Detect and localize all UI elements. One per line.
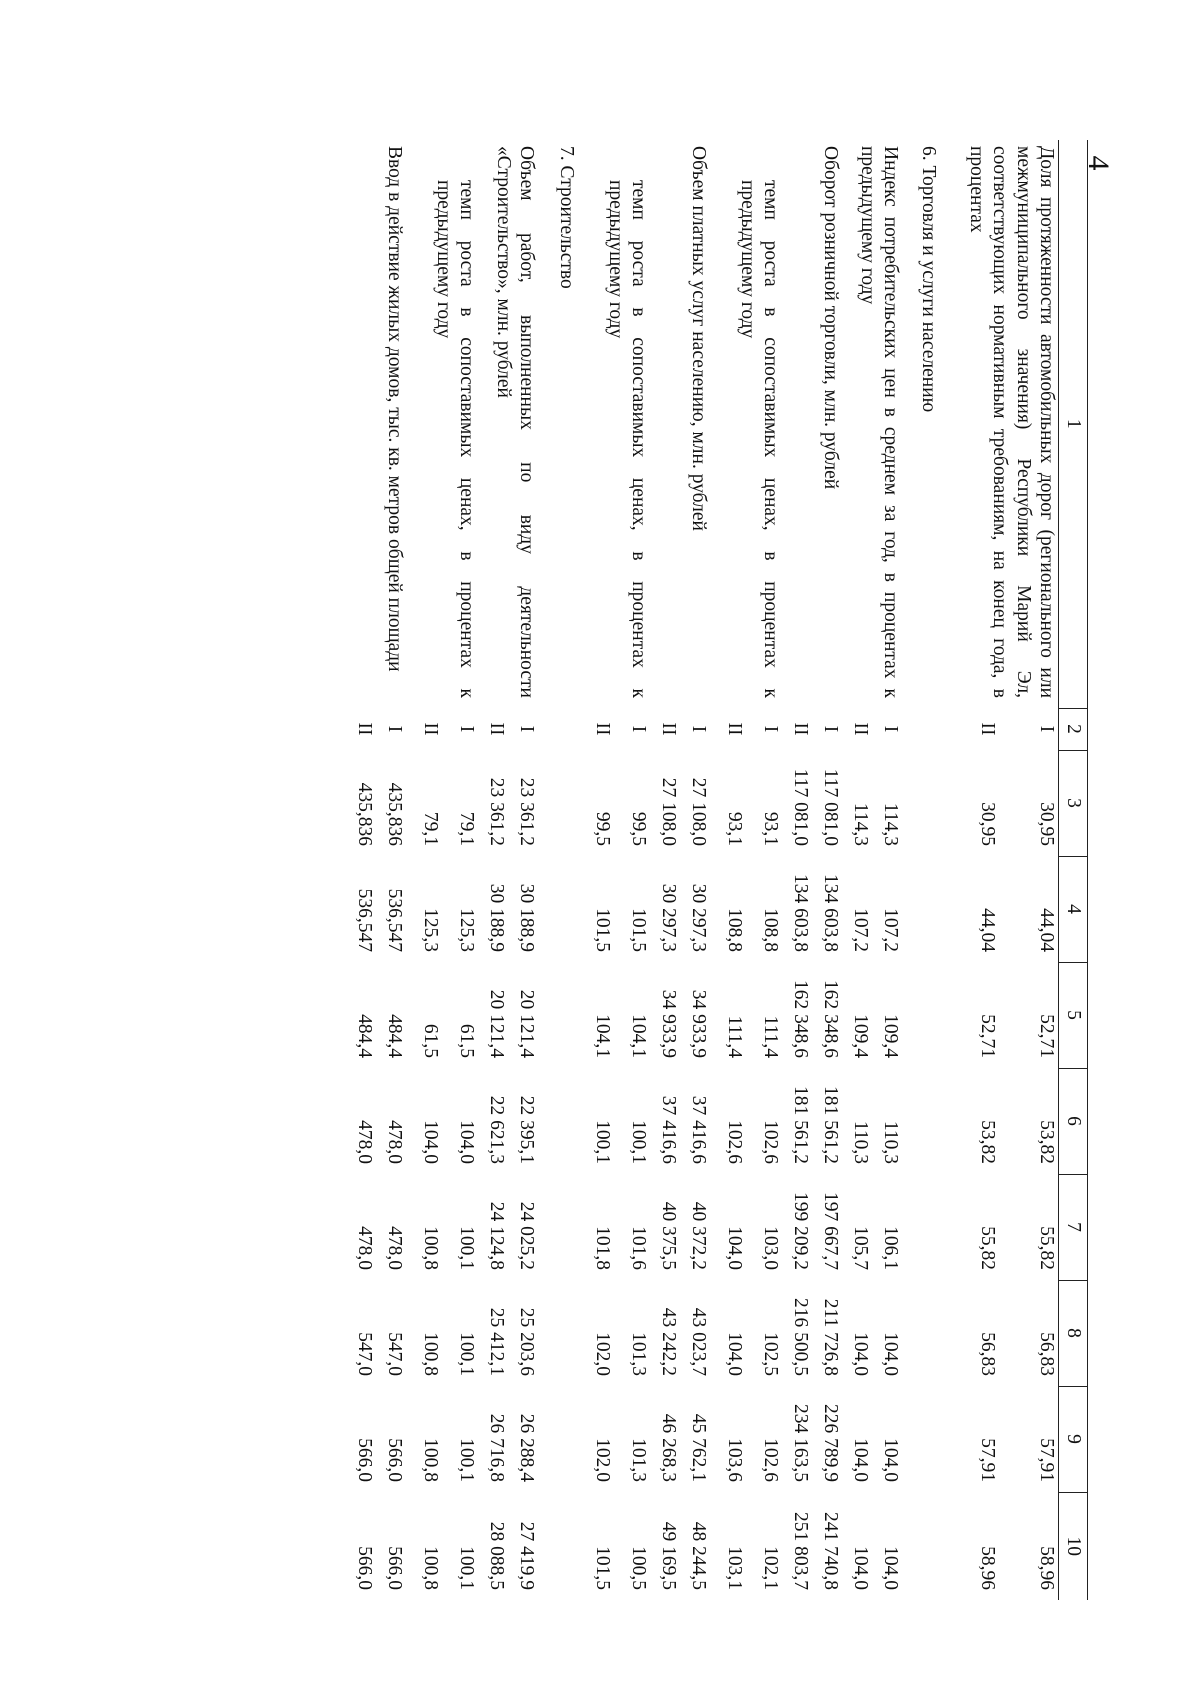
value-cell: 251 803,7 <box>790 1512 811 1590</box>
variant-code: I <box>456 725 477 733</box>
value-cell: 58,96 <box>1035 1546 1057 1590</box>
value-cell: 37 416,6 <box>658 1095 679 1164</box>
table-row <box>442 140 478 1600</box>
value-cell: 107,2 <box>850 908 871 952</box>
value-cell: 102,1 <box>760 1546 781 1590</box>
value-cell: 181 561,2 <box>790 1086 811 1164</box>
table-row <box>746 140 782 1600</box>
value-cell: 111,4 <box>760 1015 781 1058</box>
variant-code: I <box>628 725 649 733</box>
value-cell: 435,836 <box>354 782 375 846</box>
value-cell: 435,836 <box>384 782 405 846</box>
value-cell: 100,8 <box>420 1332 441 1376</box>
indicator-name: Индекс потребительских цен в среднем за год, в процентах к предыдущему году <box>856 146 901 698</box>
variant-code: I <box>516 725 537 733</box>
value-cell: 100,1 <box>628 1120 649 1164</box>
value-cell <box>538 1492 578 1600</box>
value-cell: 61,5 <box>456 1023 477 1058</box>
value-cell: 100,1 <box>456 1438 477 1482</box>
value-cell <box>538 750 578 856</box>
value-cell: 102,5 <box>760 1332 781 1376</box>
value-cell: 107,2 <box>880 908 901 952</box>
table-header-row <box>1058 140 1087 1600</box>
value-cell: 24 124,8 <box>486 1201 507 1270</box>
value-cell: 114,3 <box>850 802 871 846</box>
value-cell: 197 667,7 <box>820 1192 841 1270</box>
value-cell: 211 726,8 <box>820 1298 841 1376</box>
value-cell: 102,0 <box>592 1438 613 1482</box>
value-cell: 53,82 <box>977 1120 998 1164</box>
value-cell: 23 361,2 <box>516 777 537 846</box>
value-cell: 104,0 <box>850 1546 871 1590</box>
value-cell: 484,4 <box>354 1014 375 1058</box>
value-cell: 102,6 <box>724 1120 745 1164</box>
value-cell <box>538 1174 578 1280</box>
value-cell: 101,6 <box>628 1226 649 1270</box>
value-cell: 566,0 <box>384 1546 405 1590</box>
value-cell: 30 188,9 <box>516 883 537 952</box>
value-cell: 547,0 <box>384 1332 405 1376</box>
value-cell: 106,1 <box>880 1226 901 1270</box>
value-cell: 547,0 <box>354 1332 375 1376</box>
value-cell: 46 268,3 <box>658 1413 679 1482</box>
value-cell <box>538 962 578 1068</box>
indicator-name: Объем платных услуг населению, млн. рублей <box>688 146 709 531</box>
value-cell: 30,95 <box>977 802 998 846</box>
value-cell <box>538 856 578 962</box>
table-row <box>872 140 902 1600</box>
value-cell <box>538 1386 578 1492</box>
value-cell: 199 209,2 <box>790 1192 811 1270</box>
value-cell <box>902 962 940 1068</box>
value-cell: 79,1 <box>420 811 441 846</box>
value-cell: 52,71 <box>977 1014 998 1058</box>
value-cell: 55,82 <box>977 1226 998 1270</box>
value-cell: 26 716,8 <box>486 1413 507 1482</box>
indicator-name: Объем работ, выполненных по виду деятельности «Строительство», млн. рублей <box>492 146 537 698</box>
value-cell: 101,5 <box>592 908 613 952</box>
indicator-name: Доля протяженности автомобильных дорог (регионального или межмуниципального значения) Республики Марий Эл, соответствующих нормативным требованиям, на конец года, в процентах <box>965 146 1057 698</box>
value-cell: 478,0 <box>354 1226 375 1270</box>
value-cell: 100,8 <box>420 1546 441 1590</box>
value-cell: 110,3 <box>850 1120 871 1164</box>
value-cell: 30 188,9 <box>486 883 507 952</box>
value-cell: 104,0 <box>880 1438 901 1482</box>
value-cell: 25 412,1 <box>486 1307 507 1376</box>
variant-code: II <box>724 722 745 736</box>
table-row <box>680 140 710 1600</box>
value-cell: 103,1 <box>724 1546 745 1590</box>
value-cell: 93,1 <box>724 811 745 846</box>
value-cell: 43 023,7 <box>688 1307 709 1376</box>
value-cell: 101,8 <box>592 1226 613 1270</box>
value-cell: 55,82 <box>1035 1226 1057 1270</box>
table-row <box>538 140 578 1600</box>
value-cell: 100,1 <box>456 1546 477 1590</box>
value-cell: 24 025,2 <box>516 1201 537 1270</box>
value-cell: 22 395,1 <box>516 1095 537 1164</box>
variant-code: II <box>850 722 871 736</box>
page-number: 4 <box>1082 155 1115 171</box>
value-cell: 57,91 <box>1035 1438 1057 1482</box>
value-cell: 100,1 <box>456 1332 477 1376</box>
variant-code: II <box>592 722 613 736</box>
table-row <box>902 140 940 1600</box>
indicator-name: темп роста в сопоставимых ценах, в процентах к предыдущему году <box>736 180 781 698</box>
value-cell: 566,0 <box>384 1438 405 1482</box>
value-cell: 45 762,1 <box>688 1413 709 1482</box>
value-cell: 104,0 <box>850 1332 871 1376</box>
value-cell: 104,0 <box>880 1546 901 1590</box>
value-cell: 26 288,4 <box>516 1413 537 1482</box>
value-cell <box>902 1068 940 1174</box>
value-cell: 102,0 <box>592 1332 613 1376</box>
value-cell: 34 933,9 <box>658 989 679 1058</box>
section-heading: 7. Строительство <box>556 146 577 289</box>
section-heading: 6. Торговля и услуги населению <box>918 146 939 413</box>
value-cell: 43 242,2 <box>658 1307 679 1376</box>
value-cell <box>902 1386 940 1492</box>
value-cell: 49 169,5 <box>658 1521 679 1590</box>
value-cell: 117 081,0 <box>820 768 841 846</box>
value-cell: 53,82 <box>1035 1120 1057 1164</box>
value-cell: 478,0 <box>354 1120 375 1164</box>
value-cell: 234 163,5 <box>790 1404 811 1482</box>
value-cell <box>538 1280 578 1386</box>
value-cell: 109,4 <box>880 1014 901 1058</box>
value-cell: 34 933,9 <box>688 989 709 1058</box>
value-cell: 102,6 <box>760 1120 781 1164</box>
column-header: 9 <box>1058 1386 1087 1492</box>
value-cell: 104,0 <box>456 1120 477 1164</box>
value-cell: 93,1 <box>760 811 781 846</box>
value-cell: 484,4 <box>384 1014 405 1058</box>
value-cell: 58,96 <box>977 1546 998 1590</box>
forecast-table <box>346 140 1088 1600</box>
value-cell: 162 348,6 <box>820 980 841 1058</box>
value-cell: 57,91 <box>977 1438 998 1482</box>
value-cell: 536,547 <box>354 888 375 952</box>
value-cell: 56,83 <box>977 1332 998 1376</box>
value-cell: 100,1 <box>456 1226 477 1270</box>
variant-code: I <box>384 725 405 733</box>
value-cell: 44,04 <box>977 908 998 952</box>
value-cell: 56,83 <box>1035 1332 1057 1376</box>
value-cell: 27 419,9 <box>516 1521 537 1590</box>
value-cell: 104,0 <box>880 1332 901 1376</box>
value-cell: 61,5 <box>420 1023 441 1058</box>
variant-code: I <box>1035 725 1057 733</box>
value-cell: 27 108,0 <box>688 777 709 846</box>
value-cell: 22 621,3 <box>486 1095 507 1164</box>
value-cell: 117 081,0 <box>790 768 811 846</box>
value-cell: 101,5 <box>592 1546 613 1590</box>
variant-code: I <box>820 725 841 733</box>
value-cell <box>902 1174 940 1280</box>
value-cell: 134 603,8 <box>790 874 811 952</box>
value-cell: 104,0 <box>850 1438 871 1482</box>
variant-code: I <box>688 725 709 733</box>
value-cell: 27 108,0 <box>658 777 679 846</box>
value-cell: 40 372,2 <box>688 1201 709 1270</box>
column-header: 5 <box>1058 962 1087 1068</box>
value-cell: 100,8 <box>420 1438 441 1482</box>
value-cell: 30,95 <box>1035 802 1057 846</box>
value-cell: 100,1 <box>592 1120 613 1164</box>
value-cell: 101,5 <box>628 908 649 952</box>
variant-code <box>538 708 578 750</box>
variant-code: II <box>977 722 998 736</box>
value-cell: 104,0 <box>420 1120 441 1164</box>
value-cell: 125,3 <box>456 908 477 952</box>
value-cell: 114,3 <box>880 802 901 846</box>
value-cell: 105,7 <box>850 1226 871 1270</box>
value-cell: 100,8 <box>420 1226 441 1270</box>
value-cell: 101,3 <box>628 1438 649 1482</box>
value-cell: 181 561,2 <box>820 1086 841 1164</box>
value-cell: 478,0 <box>384 1226 405 1270</box>
column-header: 8 <box>1058 1280 1087 1386</box>
value-cell: 104,1 <box>592 1014 613 1058</box>
variant-code: I <box>760 725 781 733</box>
value-cell: 162 348,6 <box>790 980 811 1058</box>
value-cell: 40 375,5 <box>658 1201 679 1270</box>
value-cell: 52,71 <box>1035 1014 1057 1058</box>
value-cell: 125,3 <box>420 908 441 952</box>
value-cell: 108,8 <box>760 908 781 952</box>
value-cell <box>538 1068 578 1174</box>
value-cell <box>902 1492 940 1600</box>
value-cell: 109,4 <box>850 1014 871 1058</box>
value-cell: 30 297,3 <box>688 883 709 952</box>
value-cell <box>902 750 940 856</box>
value-cell: 104,1 <box>628 1014 649 1058</box>
variant-code <box>902 708 940 750</box>
indicator-name: темп роста в сопоставимых ценах, в процентах к предыдущему году <box>604 180 649 698</box>
value-cell: 111,4 <box>724 1015 745 1058</box>
table-row <box>376 140 406 1600</box>
variant-code: II <box>658 722 679 736</box>
value-cell: 25 203,6 <box>516 1307 537 1376</box>
value-cell: 28 088,5 <box>486 1521 507 1590</box>
column-header: 10 <box>1058 1492 1087 1600</box>
value-cell: 134 603,8 <box>820 874 841 952</box>
value-cell: 99,5 <box>628 811 649 846</box>
variant-code: II <box>420 722 441 736</box>
value-cell: 216 500,5 <box>790 1298 811 1376</box>
value-cell: 99,5 <box>592 811 613 846</box>
variant-code: II <box>790 722 811 736</box>
indicator-name: темп роста в сопоставимых ценах, в процентах к предыдущему году <box>432 180 477 698</box>
value-cell: 103,0 <box>760 1226 781 1270</box>
value-cell: 101,3 <box>628 1332 649 1376</box>
value-cell: 37 416,6 <box>688 1095 709 1164</box>
table-row <box>508 140 538 1600</box>
value-cell: 79,1 <box>456 811 477 846</box>
value-cell: 536,547 <box>384 888 405 952</box>
table-row <box>999 140 1058 1600</box>
value-cell: 108,8 <box>724 908 745 952</box>
variant-code: II <box>354 722 375 736</box>
value-cell: 103,6 <box>724 1438 745 1482</box>
value-cell: 100,5 <box>628 1546 649 1590</box>
column-header: 2 <box>1058 708 1087 750</box>
rotated-table-sheet <box>208 140 1088 1600</box>
value-cell: 23 361,2 <box>486 777 507 846</box>
value-cell: 104,0 <box>724 1226 745 1270</box>
value-cell: 48 244,5 <box>688 1521 709 1590</box>
value-cell <box>902 1280 940 1386</box>
column-header: 6 <box>1058 1068 1087 1174</box>
variant-code: I <box>880 725 901 733</box>
value-cell: 478,0 <box>384 1120 405 1164</box>
value-cell: 226 789,9 <box>820 1404 841 1482</box>
value-cell: 110,3 <box>880 1120 901 1164</box>
column-header: 3 <box>1058 750 1087 856</box>
table-row <box>812 140 842 1600</box>
column-header: 4 <box>1058 856 1087 962</box>
column-header: 1 <box>1058 140 1087 708</box>
table-row <box>614 140 650 1600</box>
value-cell: 30 297,3 <box>658 883 679 952</box>
column-header: 7 <box>1058 1174 1087 1280</box>
value-cell: 104,0 <box>724 1332 745 1376</box>
indicator-name: Оборот розничной торговли, млн. рублей <box>820 146 841 490</box>
value-cell: 566,0 <box>354 1438 375 1482</box>
value-cell: 102,6 <box>760 1438 781 1482</box>
indicator-name: Ввод в действие жилых домов, тыс. кв. метров общей площади <box>384 146 405 672</box>
variant-code: II <box>486 722 507 736</box>
value-cell: 20 121,4 <box>516 989 537 1058</box>
value-cell: 44,04 <box>1035 908 1057 952</box>
value-cell: 241 740,8 <box>820 1512 841 1590</box>
value-cell <box>902 856 940 962</box>
value-cell: 20 121,4 <box>486 989 507 1058</box>
value-cell: 566,0 <box>354 1546 375 1590</box>
